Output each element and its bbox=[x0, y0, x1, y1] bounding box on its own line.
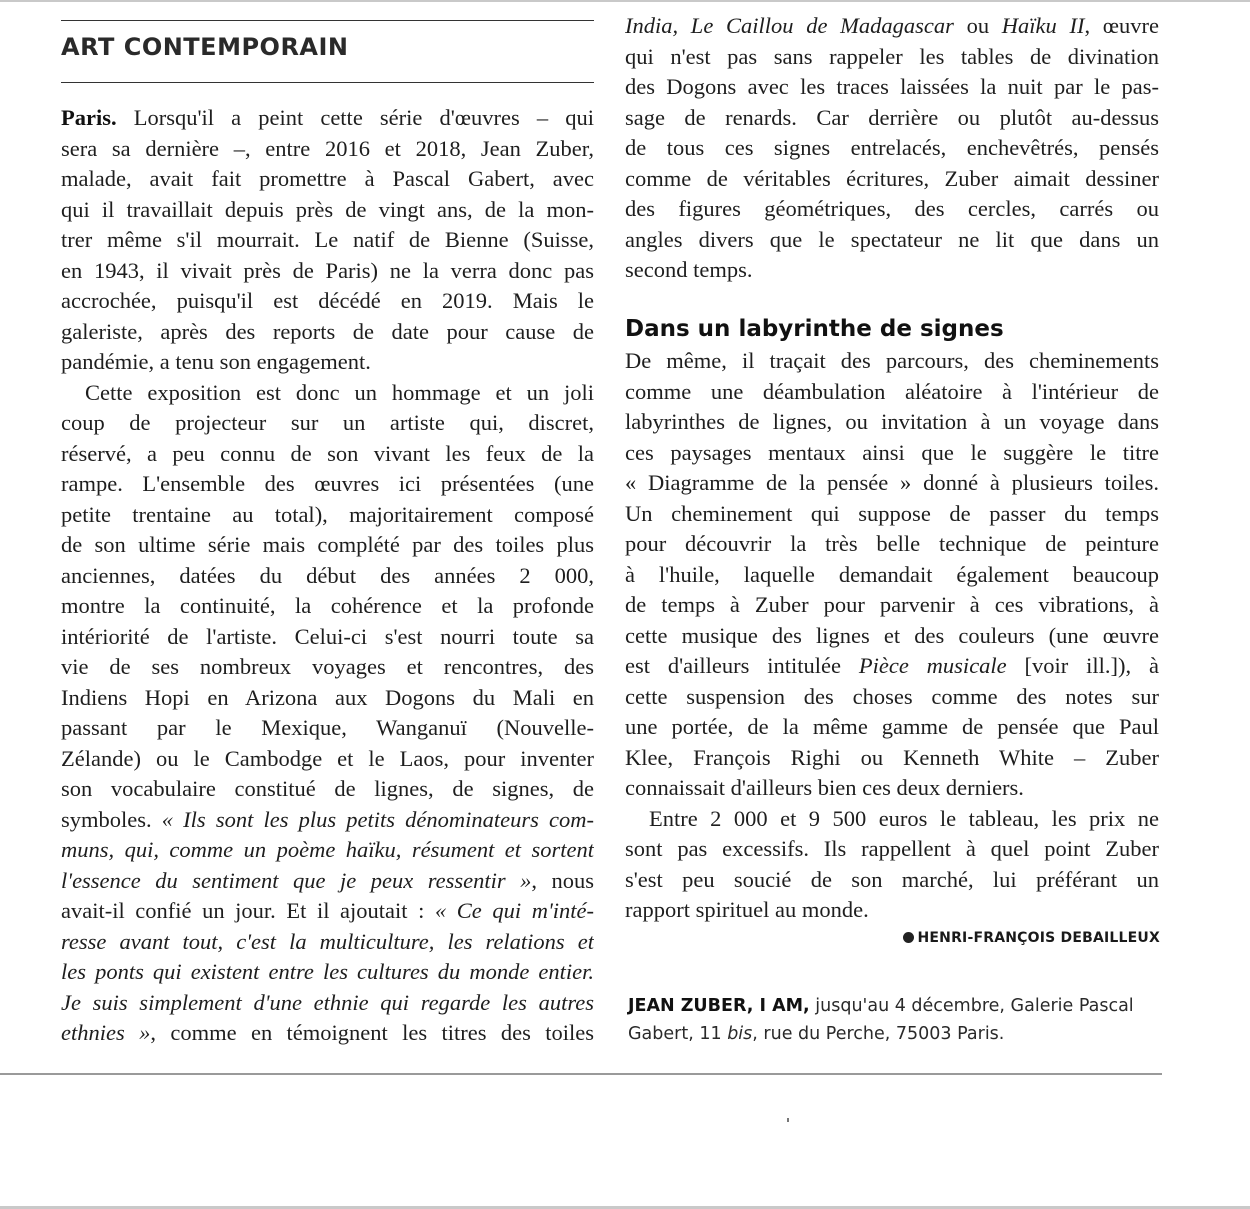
text-line bbox=[625, 72, 1159, 103]
text-line bbox=[625, 103, 1159, 134]
text-line bbox=[61, 591, 594, 622]
body-text: Cette exposition est donc un hommage et un joli bbox=[85, 379, 594, 405]
text-line bbox=[61, 378, 594, 409]
italic-text: resse avant tout, c'est la multiculture, les relations et bbox=[61, 928, 594, 954]
body-text: rapport spirituel au monde. bbox=[625, 897, 869, 922]
body-text: comme de véritables écritures, Zuber aimait dessiner bbox=[625, 165, 1159, 191]
italic-text: muns, qui, comme un poème haïku, résument et sortent bbox=[61, 837, 594, 862]
exhibition-address-part: Gabert, 11 bbox=[628, 1024, 728, 1044]
text-line bbox=[61, 652, 594, 683]
body-text: passant par le Mexique, Wanganuï (Nouvelle- bbox=[61, 715, 594, 740]
body-text: Indiens Hopi en Arizona aux Dogons du Mali en bbox=[61, 684, 594, 710]
body-text: « Diagramme de la pensée » donné à plusieurs toiles. bbox=[625, 470, 1159, 495]
text-line bbox=[61, 225, 594, 256]
body-text: son vocabulaire constitué de lignes, de signes, de bbox=[61, 776, 594, 801]
text-line bbox=[625, 164, 1159, 195]
body-text: De même, il traçait des parcours, des cheminements bbox=[625, 348, 1159, 373]
body-text: , œuvre bbox=[1084, 13, 1159, 38]
text-line bbox=[61, 164, 594, 195]
text-line bbox=[625, 438, 1159, 469]
exhibition-dates-venue: jusqu'au 4 décembre, Galerie Pascal bbox=[809, 996, 1134, 1016]
text-line bbox=[625, 377, 1159, 408]
body-text: angles divers que le spectateur ne lit que dans un bbox=[625, 226, 1159, 252]
body-text: coup de projecteur sur un artiste qui, discret, bbox=[61, 410, 594, 435]
text-line bbox=[625, 590, 1159, 621]
text-line bbox=[625, 712, 1159, 743]
body-text: est d'ailleurs intitulée bbox=[625, 653, 859, 678]
text-line bbox=[625, 529, 1159, 560]
body-text: Klee, François Righi ou Kenneth White – Zuber bbox=[625, 744, 1159, 770]
text-line bbox=[625, 194, 1159, 225]
text-line bbox=[625, 773, 1159, 804]
exhibition-info-line-2 bbox=[628, 1020, 1168, 1048]
text-line bbox=[625, 346, 1159, 377]
text-line bbox=[61, 195, 594, 226]
body-text: à l'huile, laquelle demandait également beaucoup bbox=[625, 561, 1159, 587]
text-line bbox=[625, 682, 1159, 713]
article-column-right-bottom bbox=[625, 346, 1159, 926]
page-top-border bbox=[0, 0, 1250, 2]
text-line bbox=[625, 42, 1159, 73]
text-line bbox=[61, 774, 594, 805]
exhibition-address-rest: , rue du Perche, 75003 Paris. bbox=[752, 1024, 1005, 1044]
text-line bbox=[61, 1018, 594, 1049]
text-line bbox=[61, 927, 594, 958]
body-text: ces paysages mentaux ainsi que le suggère le titre bbox=[625, 439, 1159, 465]
author-name: HENRI-FRANÇOIS DEBAILLEUX bbox=[917, 930, 1160, 946]
body-text: de temps à Zuber pour parvenir à ces vibrations, à bbox=[625, 592, 1159, 617]
body-text: Lorsqu'il a peint cette série d'œuvres – qui bbox=[116, 105, 594, 130]
text-line bbox=[625, 743, 1159, 774]
italic-text: « Ils sont les plus petits dénominateurs com- bbox=[161, 806, 594, 832]
scan-speck bbox=[787, 1118, 789, 1122]
text-line bbox=[625, 560, 1159, 591]
article-column-left bbox=[61, 103, 594, 1049]
text-line bbox=[61, 500, 594, 531]
article-subheading: Dans un labyrinthe de signes bbox=[625, 316, 1004, 342]
text-line bbox=[625, 621, 1159, 652]
text-line bbox=[625, 133, 1159, 164]
exhibition-address-bis: bis bbox=[727, 1024, 753, 1044]
text-line bbox=[625, 895, 1159, 926]
body-text: de tous ces signes entrelacés, enchevêtrés, pensés bbox=[625, 135, 1159, 160]
text-line bbox=[61, 805, 594, 836]
body-text: accrochée, puisqu'il est décédé en 2019. Mais le bbox=[61, 288, 594, 313]
article-bottom-rule bbox=[0, 1073, 1162, 1075]
body-text: intériorité de l'artiste. Celui-ci s'est nourri toute sa bbox=[61, 623, 594, 649]
text-line bbox=[61, 683, 594, 714]
body-text: [voir ill.]), à bbox=[1006, 653, 1159, 678]
text-line bbox=[61, 561, 594, 592]
body-text: labyrinthes de lignes, ou invitation à un voyage dans bbox=[625, 409, 1159, 434]
text-line bbox=[625, 651, 1159, 682]
body-text: sont pas excessifs. Ils rappellent à quel point Zuber bbox=[625, 836, 1159, 861]
body-text: galeriste, après des reports de date pour cause de bbox=[61, 318, 594, 344]
text-line bbox=[61, 286, 594, 317]
body-text: pour découvrir la très belle technique de peinture bbox=[625, 531, 1159, 556]
text-line bbox=[61, 134, 594, 165]
text-line bbox=[61, 469, 594, 500]
text-line bbox=[61, 347, 594, 378]
italic-text: Je suis simplement d'une ethnie qui regarde les autres bbox=[61, 989, 594, 1015]
italic-text: ethnies » bbox=[61, 1020, 151, 1045]
text-line bbox=[625, 834, 1159, 865]
text-line bbox=[61, 713, 594, 744]
text-line bbox=[61, 408, 594, 439]
italic-text: l'essence du sentiment que je peux ressentir » bbox=[61, 867, 532, 893]
text-line bbox=[61, 957, 594, 988]
author-signature bbox=[880, 930, 1160, 946]
rubric-top-rule bbox=[61, 20, 594, 21]
body-text: avait-il confié un jour. Et il ajoutait : bbox=[61, 898, 435, 923]
text-line bbox=[61, 439, 594, 470]
text-line bbox=[625, 11, 1159, 42]
text-line bbox=[625, 499, 1159, 530]
text-line bbox=[61, 988, 594, 1019]
body-text: second temps. bbox=[625, 257, 753, 282]
text-line bbox=[61, 103, 594, 134]
body-text: en 1943, il vivait près de Paris) ne la verra donc pas bbox=[61, 257, 594, 283]
body-text: qui n'est pas sans rappeler les tables de divination bbox=[625, 43, 1159, 69]
italic-text: les ponts qui existent entre les cultures du monde entier. bbox=[61, 959, 594, 984]
text-line bbox=[61, 866, 594, 897]
text-line bbox=[61, 896, 594, 927]
body-text: cette suspension des choses comme des notes sur bbox=[625, 683, 1159, 709]
body-text: des Dogons avec les traces laissées la nuit par le pas- bbox=[625, 74, 1159, 99]
body-text: Zélande) ou le Cambodge et le Laos, pour inventer bbox=[61, 745, 594, 771]
italic-text: Pièce musicale bbox=[858, 653, 1007, 678]
italic-text: India, Le Caillou de Madagascar bbox=[625, 13, 954, 38]
body-text: symboles. bbox=[61, 806, 162, 832]
text-line bbox=[61, 317, 594, 348]
text-line bbox=[61, 744, 594, 775]
bullet-dot-icon bbox=[903, 932, 914, 943]
body-text: malade, avait fait promettre à Pascal Gabert, avec bbox=[61, 166, 594, 191]
body-text: Entre 2 000 et 9 500 euros le tableau, les prix ne bbox=[649, 805, 1159, 831]
body-text: vie de ses nombreux voyages et rencontres, des bbox=[61, 654, 594, 679]
text-line bbox=[625, 804, 1159, 835]
dateline: Paris. bbox=[61, 105, 117, 130]
body-text: , nous bbox=[531, 867, 594, 893]
body-text: petite trentaine au total), majoritairement composé bbox=[61, 501, 594, 527]
exhibition-info-box bbox=[628, 992, 1168, 1048]
body-text: trer même s'il mourrait. Le natif de Bienne (Suisse, bbox=[61, 227, 594, 252]
body-text: cette musique des lignes et des couleurs (une œuvre bbox=[625, 622, 1159, 648]
rubric-bottom-rule bbox=[61, 82, 594, 83]
italic-text: Haïku II bbox=[1001, 13, 1085, 38]
body-text: s'est peu soucié de son marché, lui préférant un bbox=[625, 866, 1159, 892]
text-line bbox=[61, 835, 594, 866]
exhibition-title: JEAN ZUBER, I AM, bbox=[628, 996, 810, 1016]
text-line bbox=[625, 407, 1159, 438]
body-text: comme une déambulation aléatoire à l'intérieur de bbox=[625, 378, 1159, 404]
section-rubric: ART CONTEMPORAIN bbox=[61, 33, 349, 61]
article-column-right-top bbox=[625, 11, 1159, 286]
body-text: Un cheminement qui suppose de passer du temps bbox=[625, 500, 1159, 526]
body-text: de son ultime série mais complété par des toiles plus bbox=[61, 532, 594, 557]
text-line bbox=[61, 256, 594, 287]
exhibition-info-line-1 bbox=[628, 992, 1168, 1020]
body-text: rampe. L'ensemble des œuvres ici présentées (une bbox=[61, 471, 594, 496]
body-text: une portée, de la même gamme de pensée que Paul bbox=[625, 714, 1159, 739]
text-line bbox=[61, 622, 594, 653]
body-text: sage de renards. Car derrière ou plutôt au-dessus bbox=[625, 104, 1159, 130]
text-line bbox=[625, 255, 1159, 286]
text-line bbox=[61, 530, 594, 561]
body-text: connaissait d'ailleurs bien ces deux derniers. bbox=[625, 775, 1024, 800]
text-line bbox=[625, 225, 1159, 256]
body-text: montre la continuité, la cohérence et la profonde bbox=[61, 593, 594, 618]
body-text: sera sa dernière –, entre 2016 et 2018, Jean Zuber, bbox=[61, 135, 594, 161]
body-text: réservé, a peu connu de son vivant les feux de la bbox=[61, 440, 594, 466]
body-text: ou bbox=[953, 13, 1002, 38]
text-line bbox=[625, 865, 1159, 896]
body-text: pandémie, a tenu son engagement. bbox=[61, 349, 371, 374]
text-line bbox=[625, 468, 1159, 499]
body-text: anciennes, datées du début des années 2 000, bbox=[61, 562, 594, 588]
body-text: des figures géométriques, des cercles, carrés ou bbox=[625, 196, 1159, 221]
body-text: , comme en témoignent les titres des toiles bbox=[150, 1020, 594, 1045]
italic-text: « Ce qui m'inté- bbox=[434, 898, 594, 923]
body-text: qui il travaillait depuis près de vingt ans, de la mon- bbox=[61, 196, 594, 222]
